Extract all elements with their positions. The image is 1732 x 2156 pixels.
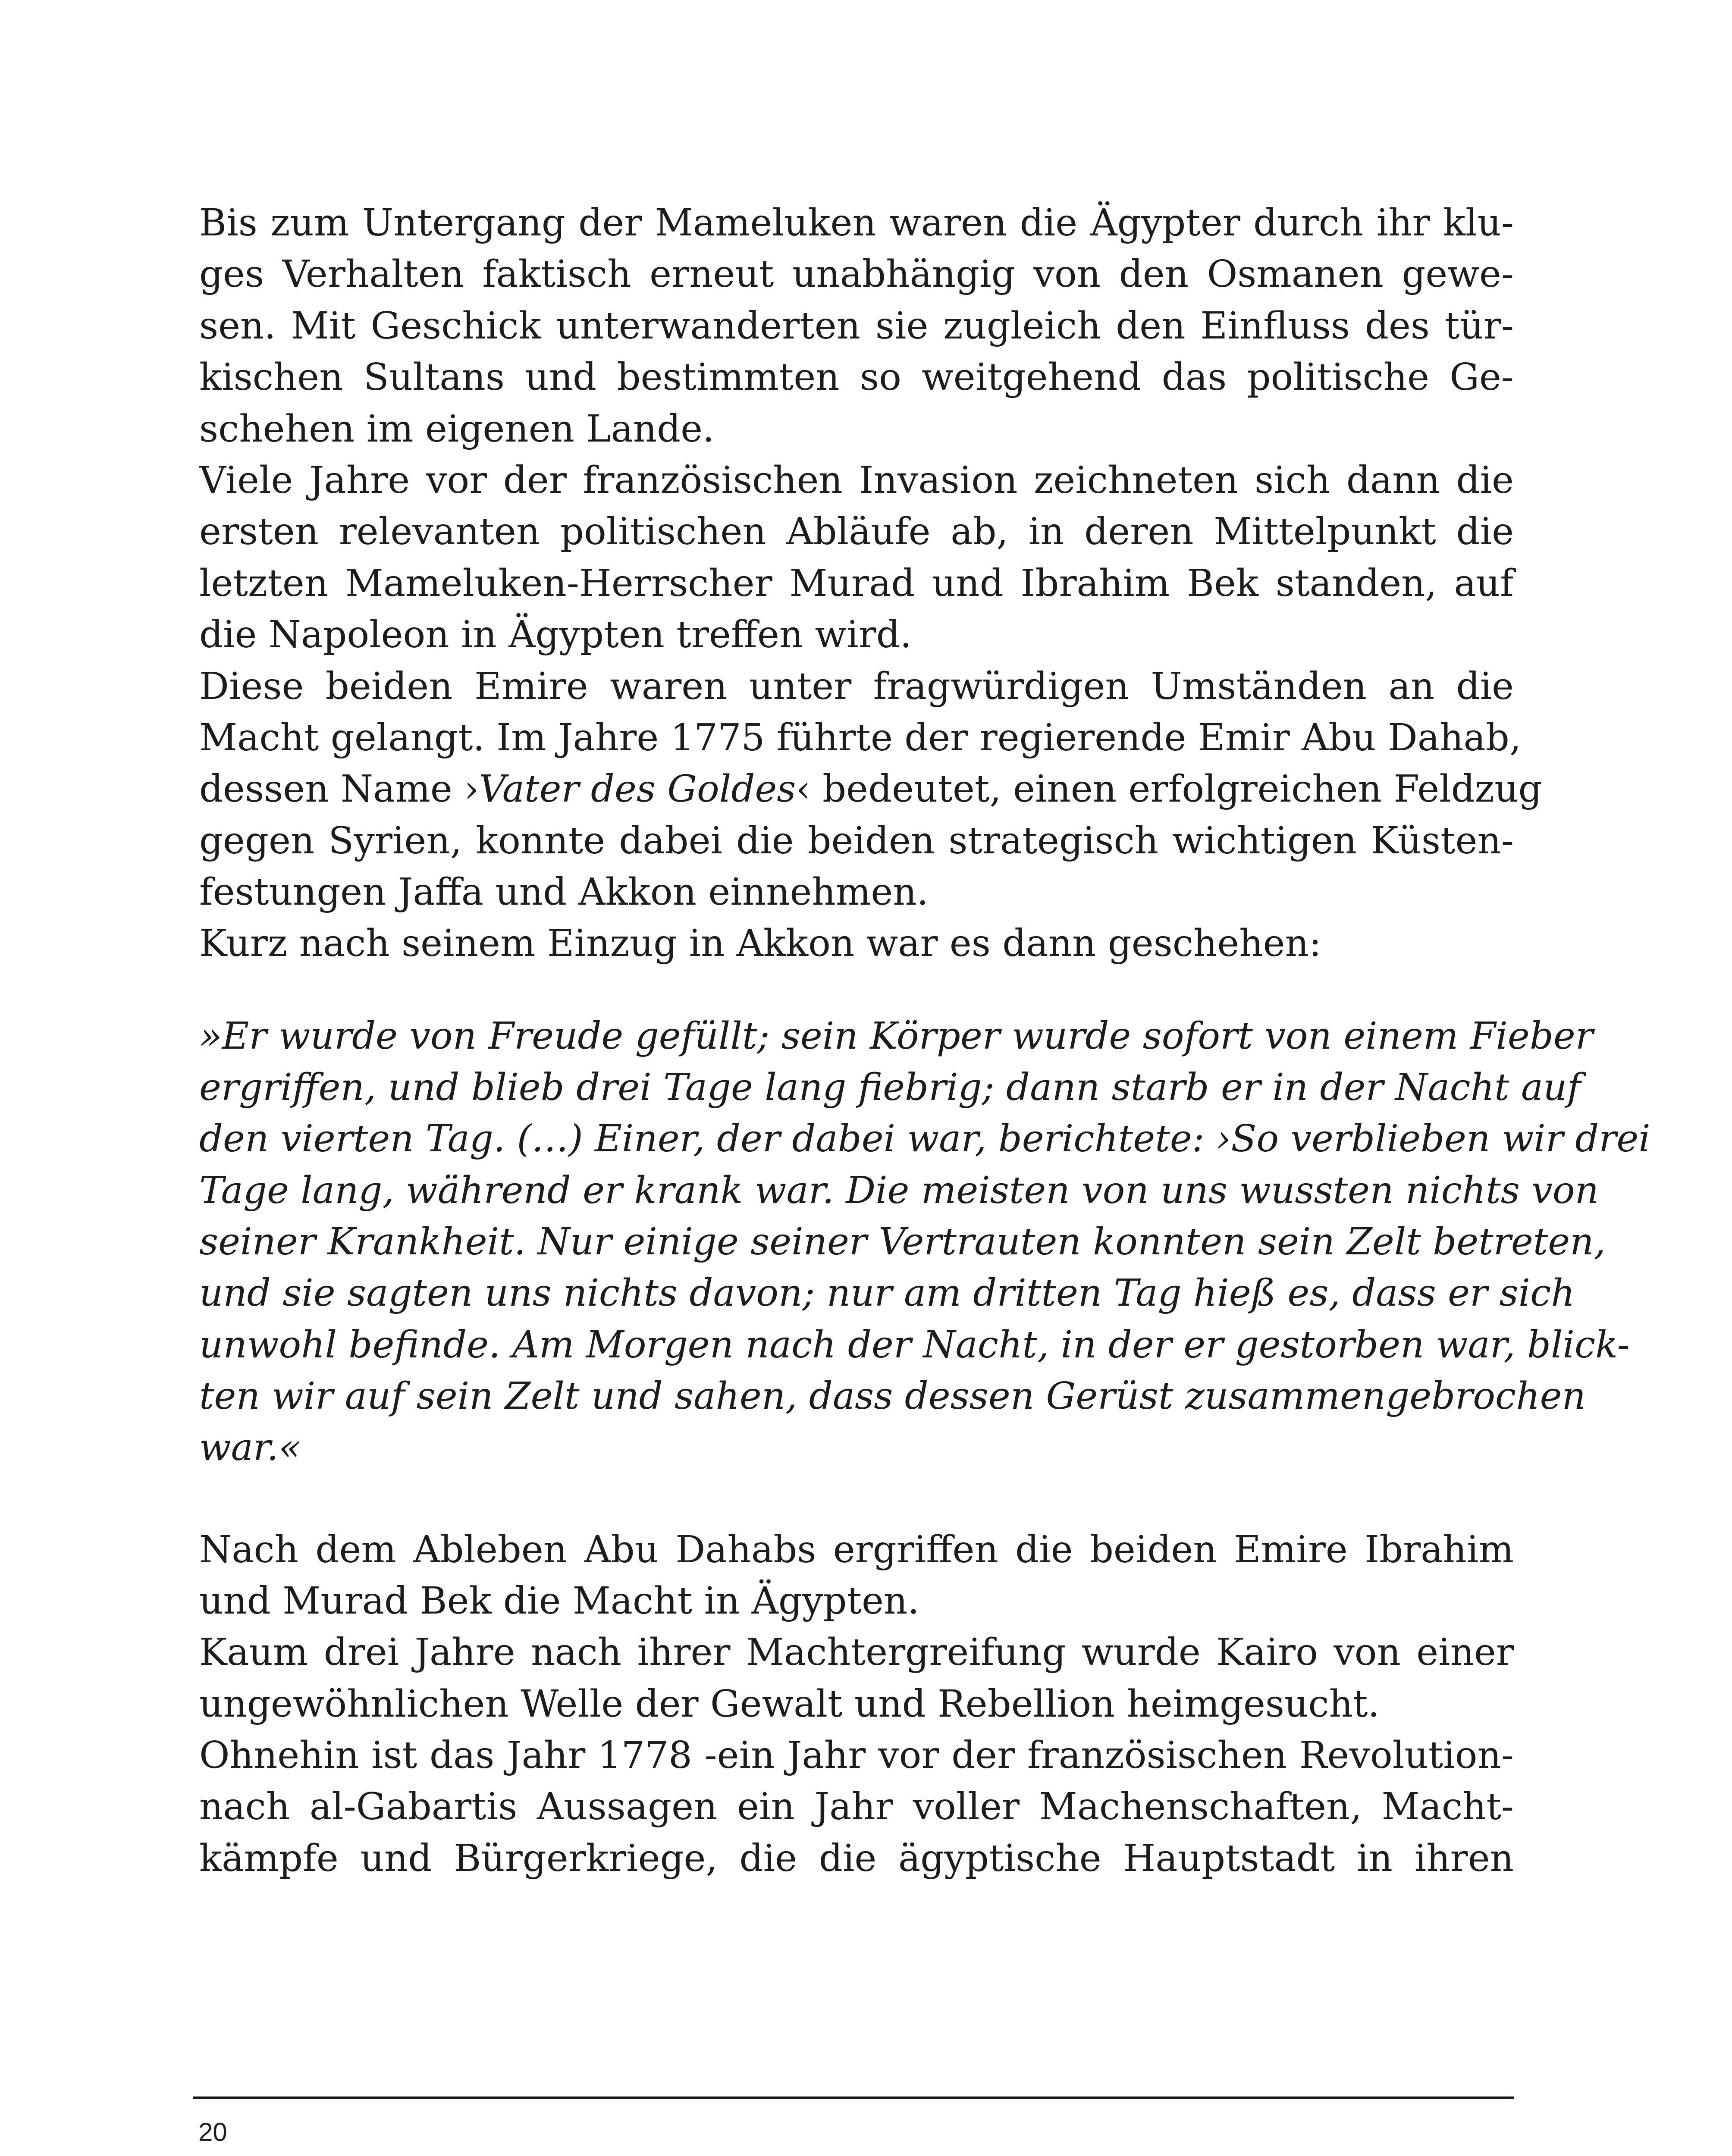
text-line: Viele Jahre vor der französischen Invasion zeichneten sich dann die	[199, 458, 1514, 502]
text-line: den vierten Tag. (…) Einer, der dabei war, berichtete: ›So verblieben wir drei	[199, 1117, 1650, 1161]
text-line: und sie sagten uns nichts davon; nur am dritten Tag hieß es, dass er sich	[199, 1272, 1575, 1315]
text-line: seiner Krankheit. Nur einige seiner Vertrauten konnten sein Zelt betreten,	[199, 1220, 1606, 1264]
text-line: Kaum drei Jahre nach ihrer Machtergreifung wurde Kairo von einer	[199, 1631, 1514, 1674]
text-line: Nach dem Ableben Abu Dahabs ergriffen die beiden Emire Ibrahim	[199, 1528, 1514, 1571]
body-text-top	[199, 197, 1542, 970]
text-line: Kurz nach seinem Einzug in Akkon war es dann geschehen:	[199, 922, 1321, 965]
text-line: Macht gelangt. Im Jahre 1775 führte der regierende Emir Abu Dahab,	[199, 716, 1522, 759]
body-text-bottom	[199, 1524, 1514, 1885]
text-line: nach al-Gabartis Aussagen ein Jahr voller Machenschaften, Macht-	[199, 1785, 1514, 1829]
paragraph	[199, 455, 1514, 661]
text-line: unwohl befinde. Am Morgen nach der Nacht, in der er gestorben war, blick-	[199, 1323, 1630, 1366]
paragraph	[199, 197, 1514, 455]
text-line: Bis zum Untergang der Mameluken waren die Ägypter durch ihr klu-	[199, 201, 1514, 244]
text-line: letzten Mameluken-Herrscher Murad und Ibrahim Bek standen, auf	[199, 561, 1514, 605]
text-line: ges Verhalten faktisch erneut unabhängig von den Osmanen gewe-	[199, 253, 1514, 296]
paragraph	[199, 661, 1542, 918]
page-body	[199, 197, 1650, 1884]
text-line: sen. Mit Geschick unterwanderten sie zugleich den Einfluss des tür-	[199, 304, 1514, 348]
text-line: Tage lang, während er krank war. Die meisten von uns wussten nichts von	[199, 1169, 1599, 1212]
text-line: ersten relevanten politischen Abläufe ab, in deren Mittelpunkt die	[199, 510, 1514, 554]
text-line: ergriffen, und blieb drei Tage lang fiebrig; dann starb er in der Nacht auf	[199, 1066, 1581, 1109]
text-line: ten wir auf sein Zelt und sahen, dass dessen Gerüst zusammengebrochen	[199, 1374, 1586, 1418]
text-line	[199, 764, 1542, 815]
page-number: 20	[198, 2118, 227, 2147]
text-segment: ‹ bedeutet, einen erfolgreichen Feldzug	[796, 768, 1542, 811]
paragraph	[199, 1627, 1514, 1730]
block-quote	[199, 1011, 1650, 1474]
text-line: und Murad Bek die Macht in Ägypten.	[199, 1579, 919, 1623]
text-line: Ohnehin ist das Jahr 1778 -ein Jahr vor der französischen Revolution-	[199, 1734, 1514, 1777]
paragraph	[199, 1524, 1514, 1627]
text-line: schehen im eigenen Lande.	[199, 407, 715, 451]
text-line: festungen Jaffa und Akkon einnehmen.	[199, 871, 929, 914]
paragraph	[199, 1730, 1514, 1884]
text-line: »Er wurde von Freude gefüllt; sein Körper wurde sofort von einem Fieber	[199, 1014, 1593, 1058]
footer-rule	[193, 2096, 1514, 2099]
text-line: ungewöhnlichen Welle der Gewalt und Rebellion heimgesucht.	[199, 1682, 1380, 1726]
text-segment: dessen Name ›	[199, 768, 479, 811]
text-line: die Napoleon in Ägypten treffen wird.	[199, 613, 912, 657]
paragraph	[199, 918, 1514, 969]
text-line: kischen Sultans und bestimmten so weitgehend das politische Ge-	[199, 356, 1514, 399]
text-line: war.«	[199, 1426, 301, 1470]
italic-phrase: Vater des Goldes	[479, 768, 796, 811]
quote-paragraph	[199, 1011, 1650, 1474]
text-line: Diese beiden Emire waren unter fragwürdigen Umständen an die	[199, 664, 1514, 708]
text-line: gegen Syrien, konnte dabei die beiden strategisch wichtigen Küsten-	[199, 819, 1514, 862]
text-line: kämpfe und Bürgerkriege, die die ägyptische Hauptstadt in ihren	[199, 1836, 1514, 1880]
